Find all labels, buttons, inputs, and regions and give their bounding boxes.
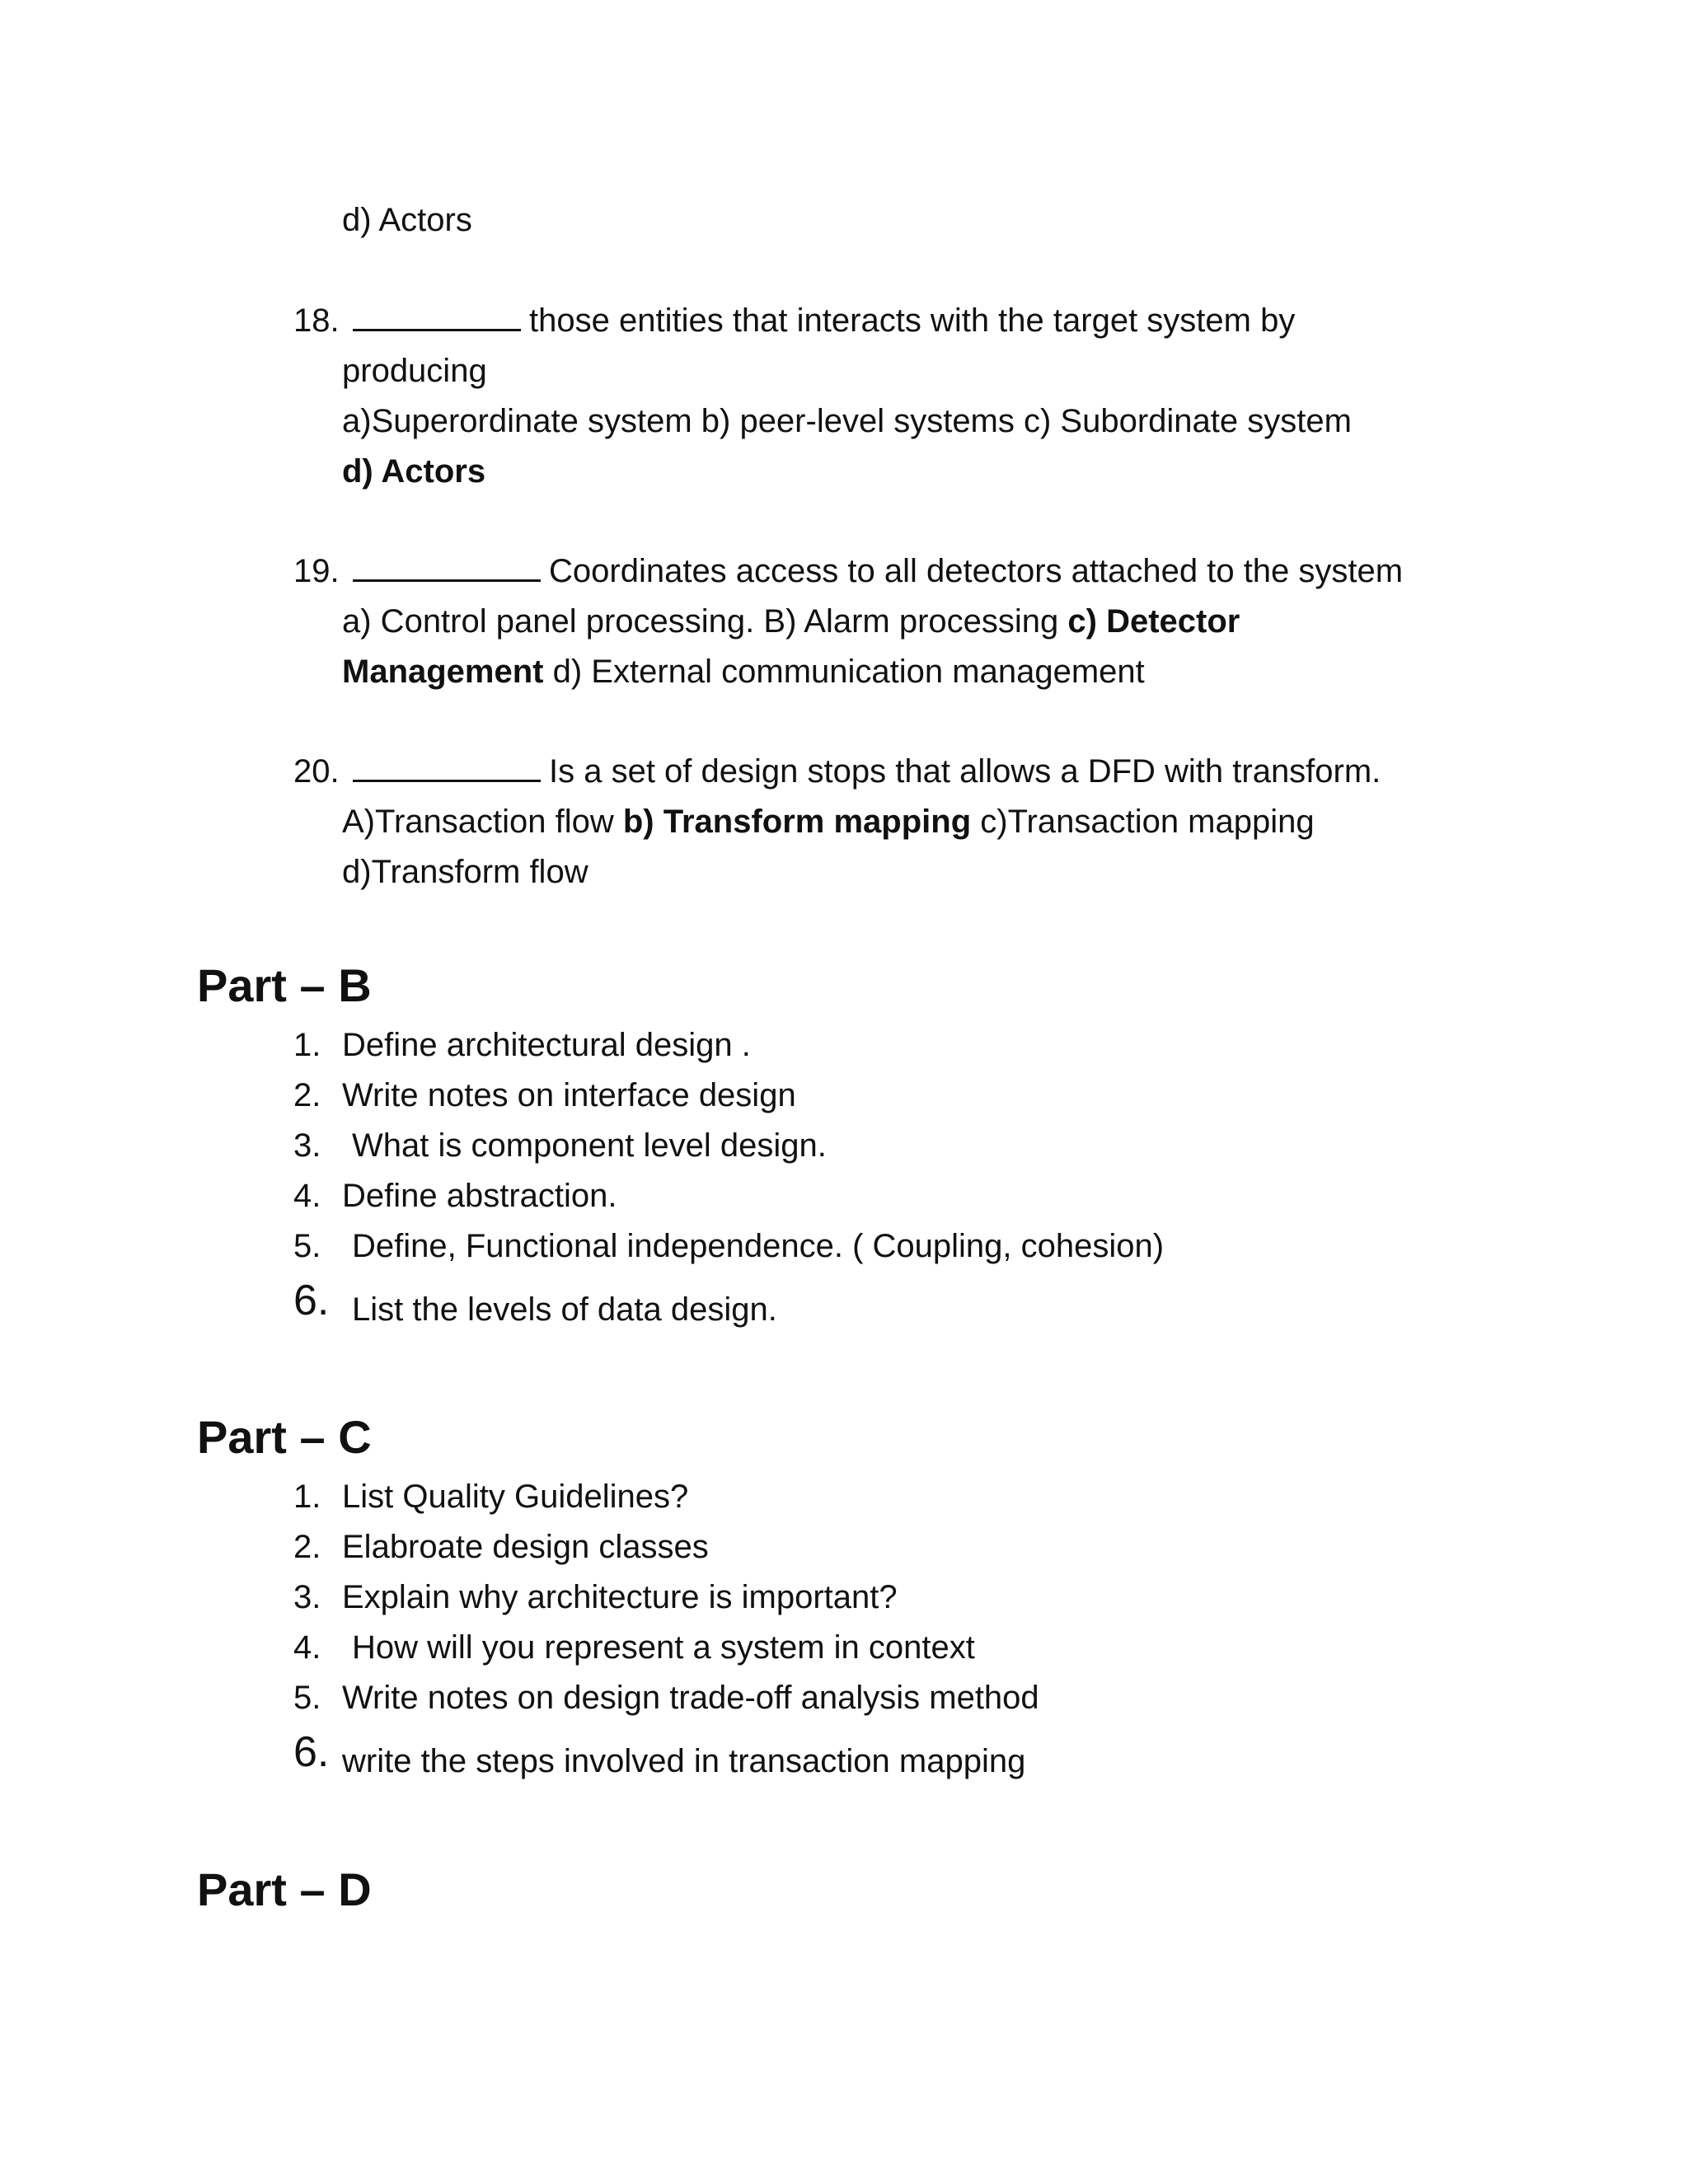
correct-answer: b) Transform mapping xyxy=(622,804,972,840)
answer-blank xyxy=(353,302,521,331)
question-number: 20. xyxy=(293,753,340,790)
list-item: Define architectural design . xyxy=(342,1027,751,1063)
list-item: write the steps involved in transaction mapping xyxy=(342,1743,1026,1779)
question-options-continued xyxy=(342,650,1145,693)
question-stem xyxy=(353,550,1403,593)
carryover-option: d) Actors xyxy=(342,202,472,238)
list-item-number: 6. xyxy=(293,1277,330,1324)
question-stem-text: Is a set of design stops that allows a DFD with transform. xyxy=(549,753,1381,790)
list-item-number: 1. xyxy=(293,1027,321,1063)
answer-blank xyxy=(353,753,541,782)
list-item-number: 3. xyxy=(293,1127,321,1164)
question-stem xyxy=(353,750,1381,793)
correct-answer-continued: Management xyxy=(342,654,544,690)
question-stem-text: those entities that interacts with the target system by xyxy=(529,302,1296,339)
list-item: Elabroate design classes xyxy=(342,1529,709,1565)
list-item: List the levels of data design. xyxy=(352,1291,777,1328)
list-item-number: 1. xyxy=(293,1479,321,1515)
option-c: c)Transaction mapping xyxy=(980,804,1315,840)
list-item: How will you represent a system in context xyxy=(352,1629,975,1666)
question-stem-text: Coordinates access to all detectors attached to the system xyxy=(549,553,1404,589)
section-heading: Part – D xyxy=(197,1863,372,1915)
option-a-b: a) Control panel processing. B) Alarm processing xyxy=(342,603,1059,640)
option-a: A)Transaction flow xyxy=(342,804,614,840)
answer-blank xyxy=(353,553,541,582)
list-item: Write notes on design trade-off analysis method xyxy=(342,1680,1039,1716)
list-item: List Quality Guidelines? xyxy=(342,1479,689,1515)
list-item-number: 4. xyxy=(293,1629,321,1666)
list-item: Define abstraction. xyxy=(342,1178,617,1214)
list-item-number: 5. xyxy=(293,1228,321,1264)
list-item-number: 2. xyxy=(293,1077,321,1113)
question-options xyxy=(342,800,1315,843)
section-heading: Part – C xyxy=(197,1411,372,1463)
question-number: 18. xyxy=(293,302,340,339)
list-item: Define, Functional independence. ( Coupling, cohesion) xyxy=(352,1228,1165,1264)
option-d: d)Transform flow xyxy=(342,854,588,890)
question-options xyxy=(342,600,1240,643)
list-item-number: 3. xyxy=(293,1579,321,1615)
section-heading: Part – B xyxy=(197,959,372,1011)
list-item: What is component level design. xyxy=(352,1127,827,1164)
list-item-number: 4. xyxy=(293,1178,321,1214)
option-d: d) External communication management xyxy=(552,654,1145,690)
question-options: a)Superordinate system b) peer-level systems c) Subordinate system xyxy=(342,403,1352,439)
question-stem-continuation: producing xyxy=(342,353,487,389)
correct-answer: c) Detector xyxy=(1067,603,1240,640)
list-item-number: 2. xyxy=(293,1529,321,1565)
correct-answer: d) Actors xyxy=(342,453,486,490)
question-number: 19. xyxy=(293,553,340,589)
list-item: Write notes on interface design xyxy=(342,1077,796,1113)
list-item: Explain why architecture is important? xyxy=(342,1579,898,1615)
question-stem xyxy=(353,299,1295,342)
list-item-number: 5. xyxy=(293,1680,321,1716)
list-item-number: 6. xyxy=(293,1728,330,1776)
